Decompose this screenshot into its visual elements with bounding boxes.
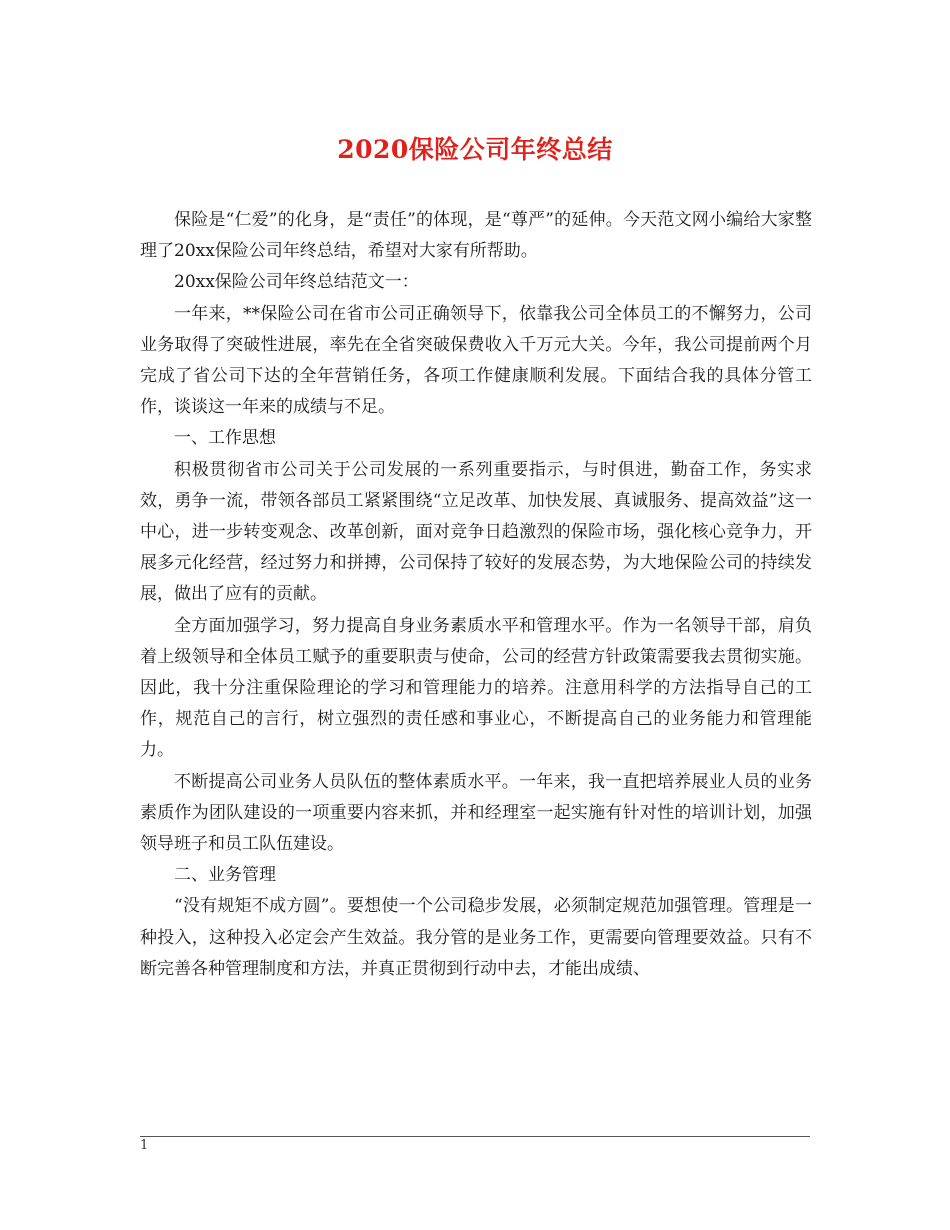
paragraph-team-quality: 不断提高公司业务人员队伍的整体素质水平。一年来，我一直把培养展业人员的业务素质作为团队建设的一项重要内容来抓，并和经理室一起实施有针对性的培训计划，加强领导班子和员工队伍建设。: [140, 771, 812, 855]
footer-divider: [140, 1136, 810, 1137]
paragraph-business-management: “没有规矩不成方圆”。要想使一个公司稳步发展，必须制定规范加强管理。管理是一种投入，这种投入必定会产生效益。我分管的是业务工作，更需要向管理要效益。只有不断完善各种管理制度和方法，并真正贯彻到行动中去，才能出成绩、: [140, 896, 812, 979]
document-title: 2020保险公司年终总结: [337, 135, 613, 164]
paragraph-study: 全方面加强学习，努力提高自身业务素质水平和管理水平。作为一名领导干部，肩负着上级领导和全体员工赋予的重要职责与使命，公司的经营方针政策需要我去贯彻实施。因此，我十分注重保险理论的学习和管理能力的培养。注意用科学的方法指导自己的工作，规范自己的言行，树立强烈的责任感和事业心，不断提高自己的业务能力和管理能力。: [140, 615, 812, 761]
page-number: 1: [140, 1138, 149, 1153]
paragraph-sample-heading: 20xx保险公司年终总结范文一：: [174, 272, 419, 293]
paragraph-overview: 一年来，**保险公司在省市公司正确领导下，依靠我公司全体员工的不懈努力，公司业务取得了突破性进展，率先在全省突破保费收入千万元大关。今年，我公司提前两个月完成了省公司下达的全年营销任务，各项工作健康顺利发展。下面结合我的具体分管工作，谈谈这一年来的成绩与不足。: [140, 303, 812, 418]
section-heading-business-management: 二、业务管理: [174, 865, 276, 886]
paragraph-work-thought: 积极贯彻省市公司关于公司发展的一系列重要指示，与时俱进，勤奋工作，务实求效，勇争一流，带领各部员工紧紧围绕“立足改革、加快发展、真诚服务、提高效益”这一中心，进一步转变观念、改革创新，面对竞争日趋激烈的保险市场，强化核心竞争力，开展多元化经营，经过努力和拼搏，公司保持了较好的发展态势，为大地保险公司的持续发展，做出了应有的贡献。: [140, 459, 812, 605]
document-body: [140, 205, 812, 985]
paragraph-intro: 保险是“仁爱”的化身，是“责任”的体现，是“尊严”的延伸。今天范文网小编给大家整理了20xx保险公司年终总结，希望对大家有所帮助。: [140, 210, 812, 262]
section-heading-work-thought: 一、工作思想: [174, 428, 276, 449]
